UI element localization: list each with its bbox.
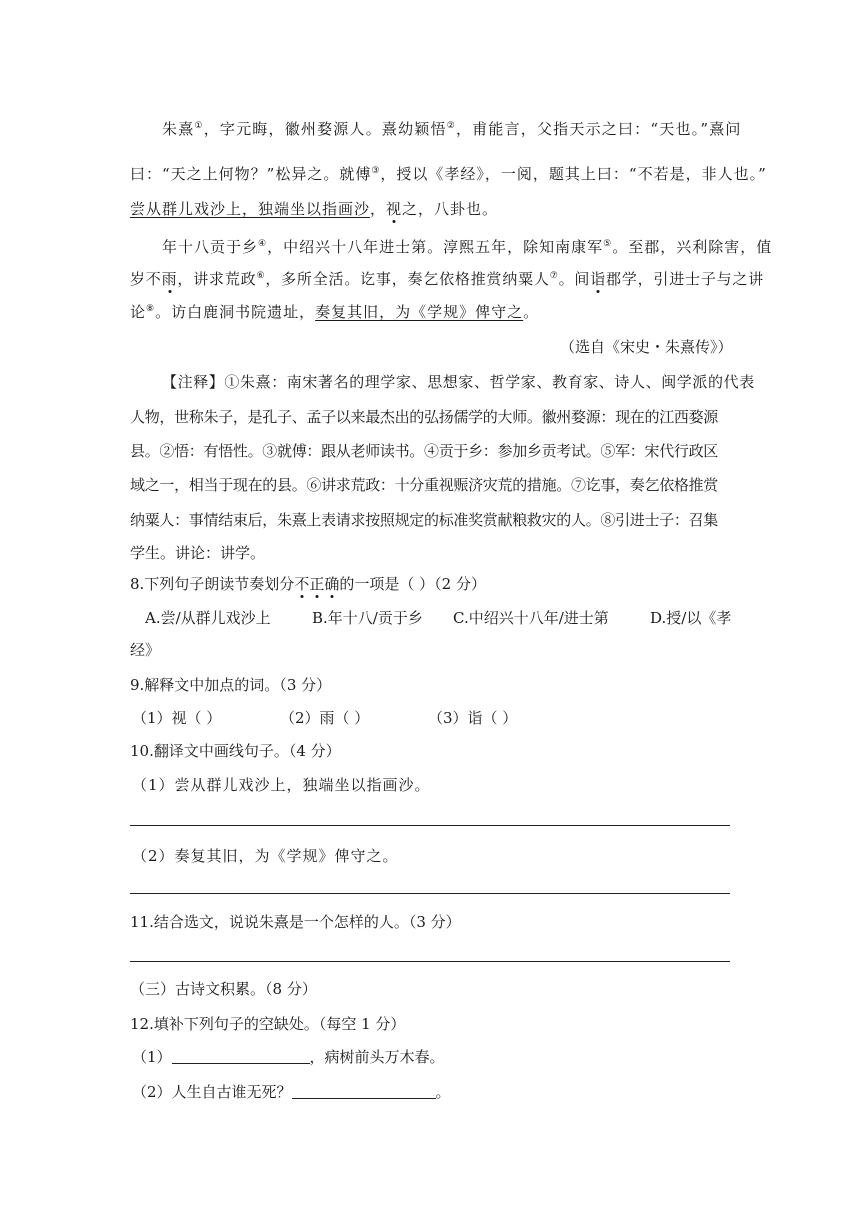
notes-line-3: 县。②悟：有悟性。③就傅：跟从老师读书。④贡于乡：参加乡贡考试。⑤军：宋代行政区 — [130, 442, 719, 460]
emphasis-char: 不 — [294, 575, 310, 593]
footnote-mark: ⑤ — [603, 239, 613, 249]
passage-line-4 — [162, 237, 772, 257]
underlined-sentence-1: 尝从群儿戏沙上，独端坐以指画沙 — [130, 200, 371, 218]
text: 。 — [523, 303, 540, 321]
text: ，授以《孝经》，一阅，题其上曰：“不若是，非人也。” — [380, 165, 767, 183]
notes-line-4: 域之一，相当于现在的县。⑥讲求荒政：十分重视赈济灾荒的措施。⑦讫事，奏乞依格推赏 — [130, 476, 719, 494]
footnote-mark: ⑥ — [256, 271, 266, 281]
question-9: 9.解释文中加点的词。（3 分） — [130, 676, 332, 694]
q12-item-1 — [132, 1047, 445, 1067]
emphasis-char: 正 — [309, 575, 325, 593]
notes-line-5: 纳粟人：事情结束后，朱熹上表请求按照规定的标准奖赏献粮救灾的人。⑧引进士子：召集 — [130, 511, 719, 529]
q8-option-d: D.授/以《孝 — [650, 609, 732, 627]
text: ， — [370, 200, 387, 218]
text: （2）人生自古谁无死？ — [132, 1083, 292, 1101]
notes-line-1 — [162, 372, 755, 392]
answer-line[interactable] — [130, 893, 730, 894]
text: 8.下列句子朗读节奏划分 — [130, 575, 295, 593]
passage-line-2 — [130, 164, 767, 184]
text: ，多所全活。讫事，奏乞依格推赏纳粟人 — [265, 270, 550, 288]
text: 。至郡，兴利除害，值 — [612, 238, 773, 256]
question-11: 11.结合选文，说说朱熹是一个怎样的人。（3 分） — [130, 913, 461, 931]
emphasis-char: 确 — [324, 575, 340, 593]
passage-line-3 — [130, 199, 498, 219]
notes-line-6: 学生。讲论：讲学。 — [130, 544, 266, 562]
question-8 — [130, 574, 486, 594]
q8-option-b: B.年十八/贡于乡 — [312, 609, 423, 627]
q9-item-2: （2）雨（ ） — [280, 709, 370, 727]
text: ，讲求荒政 — [177, 270, 257, 288]
text: 郡学，引进士子与之讲 — [606, 270, 765, 288]
footnote-mark: ⑦ — [549, 271, 559, 281]
text: 。访白鹿洞书院遗址， — [155, 303, 316, 321]
q9-item-1: （1）视（ ） — [132, 709, 222, 727]
question-10: 10.翻译文中画线句子。（4 分） — [130, 742, 341, 760]
text: 论 — [130, 303, 147, 321]
fill-blank[interactable] — [292, 1082, 436, 1099]
passage-line-5 — [130, 269, 764, 289]
dotted-word-shi: 视 — [386, 200, 403, 218]
q8-option-d-wrap: 经》 — [130, 641, 161, 659]
text: 岁不 — [130, 270, 162, 288]
text: 。 — [435, 1083, 451, 1101]
dotted-word-yi: 诣 — [590, 270, 607, 288]
footnote-mark: ① — [194, 121, 204, 131]
q10-sentence-1: （1）尝从群儿戏沙上，独端坐以指画沙。 — [132, 776, 431, 794]
section-3-heading: （三）古诗文积累。（8 分） — [130, 980, 317, 998]
footnote-mark: ⑧ — [146, 304, 156, 314]
notes-line-2: 人物，世称朱子，是孔子、孟子以来最杰出的弘扬儒学的大师。徽州婺源：现在的江西婺源 — [130, 408, 719, 426]
answer-line[interactable] — [130, 825, 730, 826]
text: 曰：“天之上何物？”松异之。就傅 — [130, 165, 372, 183]
text: ，甫能言，父指天示之曰：“天也。”熹问 — [455, 120, 742, 138]
passage-line-1 — [162, 119, 742, 139]
footnote-mark: ③ — [371, 166, 381, 176]
q8-option-c: C.中绍兴十八年/进士第 — [453, 609, 609, 627]
dotted-word-yu: 雨 — [161, 270, 178, 288]
notes-label: 【注释】 — [162, 373, 225, 391]
text: （1） — [132, 1048, 172, 1066]
underlined-sentence-2: 奏复其旧，为《学规》俾守之 — [315, 303, 524, 321]
text: ，字元晦，徽州婺源人。熹幼颖悟 — [203, 120, 447, 138]
answer-line[interactable] — [130, 961, 730, 962]
footnote-mark: ② — [446, 121, 456, 131]
passage-line-6 — [130, 302, 539, 322]
text: ，中绍兴十八年进士第。淳熙五年，除知南康军 — [267, 238, 604, 256]
q12-item-2 — [132, 1082, 451, 1102]
q10-sentence-2: （2）奏复其旧，为《学规》俾守之。 — [132, 847, 399, 865]
text: 的一项是（ ）（2 分） — [339, 575, 486, 593]
text: ，病树前头万木春。 — [309, 1048, 445, 1066]
q8-option-a: A.尝/从群儿戏沙上 — [145, 609, 271, 627]
text: 年十八贡于乡 — [162, 238, 259, 256]
text: ①朱熹：南宋著名的理学家、思想家、哲学家、教育家、诗人、闽学派的代表 — [224, 373, 755, 391]
question-12: 12.填补下列句子的空缺处。（每空 1 分） — [130, 1015, 406, 1033]
text: 之，八卦也。 — [402, 200, 499, 218]
fill-blank[interactable] — [172, 1047, 310, 1064]
source-citation: （选自《宋史・朱熹传》） — [560, 338, 733, 356]
text: 。间 — [558, 270, 591, 288]
text: 朱熹 — [162, 120, 195, 138]
footnote-mark: ④ — [258, 239, 268, 249]
q9-item-3: （3）诣（ ） — [428, 709, 518, 727]
